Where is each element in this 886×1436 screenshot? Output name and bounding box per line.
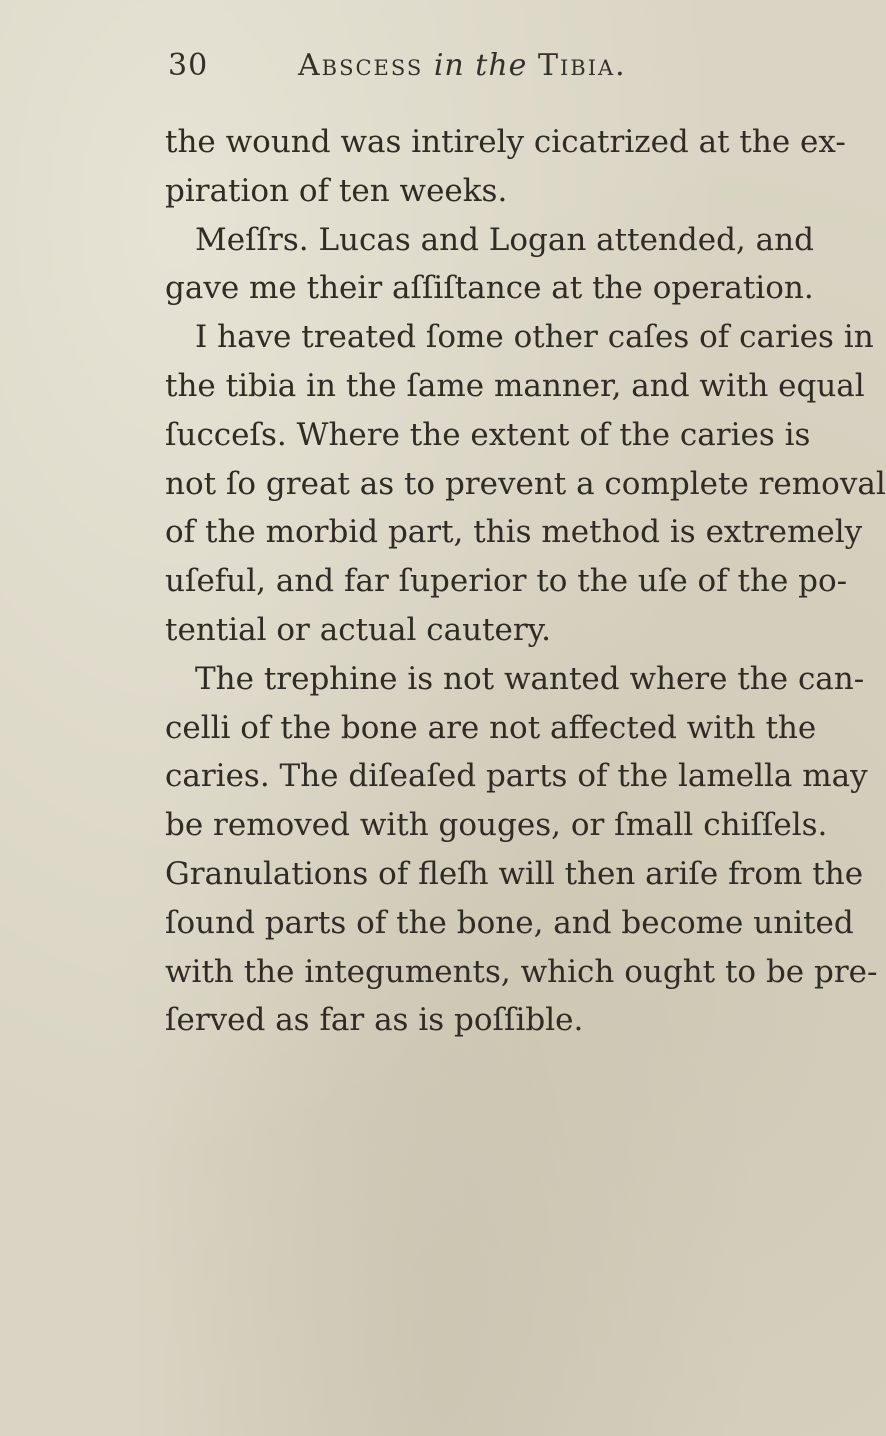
text-line: ſucceſs. Where the extent of the caries is <box>165 416 811 453</box>
text-line: gave me their aſſiſtance at the operation. <box>165 270 814 307</box>
running-head-abscess: Abscess <box>298 48 424 83</box>
text-line: tential or actual cautery. <box>165 611 551 648</box>
text-line: celli of the bone are not affected with the <box>165 709 817 746</box>
text-line: ſerved as far as is poſſible. <box>165 1002 584 1039</box>
running-head-in-the: in the <box>423 48 538 83</box>
text-line: I have treated ſome other caſes of caries in <box>195 319 874 356</box>
text-line: caries. The diſeaſed parts of the lamella may <box>165 758 868 795</box>
running-head <box>298 48 627 83</box>
text-line: The trephine is not wanted where the can- <box>195 660 865 697</box>
text-line: uſeful, and far ſuperior to the uſe of the po- <box>165 563 848 600</box>
text-line: of the morbid part, this method is extremely <box>165 514 863 551</box>
text-line: piration of ten weeks. <box>165 172 508 209</box>
text-line: the wound was intirely cicatrized at the ex- <box>165 124 846 160</box>
text-line: not ſo great as to prevent a complete removal <box>165 465 886 502</box>
running-head-tibia: Tibia. <box>537 48 627 83</box>
text-line: the tibia in the ſame manner, and with equal <box>165 367 865 404</box>
page-header <box>168 48 728 98</box>
text-line: Meſſrs. Lucas and Logan attended, and <box>195 221 814 258</box>
text-line: be removed with gouges, or ſmall chiſſels. <box>165 807 828 844</box>
page-number: 30 <box>168 48 209 83</box>
body-text <box>165 118 886 1045</box>
text-line: with the integuments, which ought to be pre- <box>165 953 878 990</box>
text-line: ſound parts of the bone, and become united <box>165 904 854 941</box>
text-line: Granulations of fleſh will then ariſe from the <box>165 855 864 892</box>
